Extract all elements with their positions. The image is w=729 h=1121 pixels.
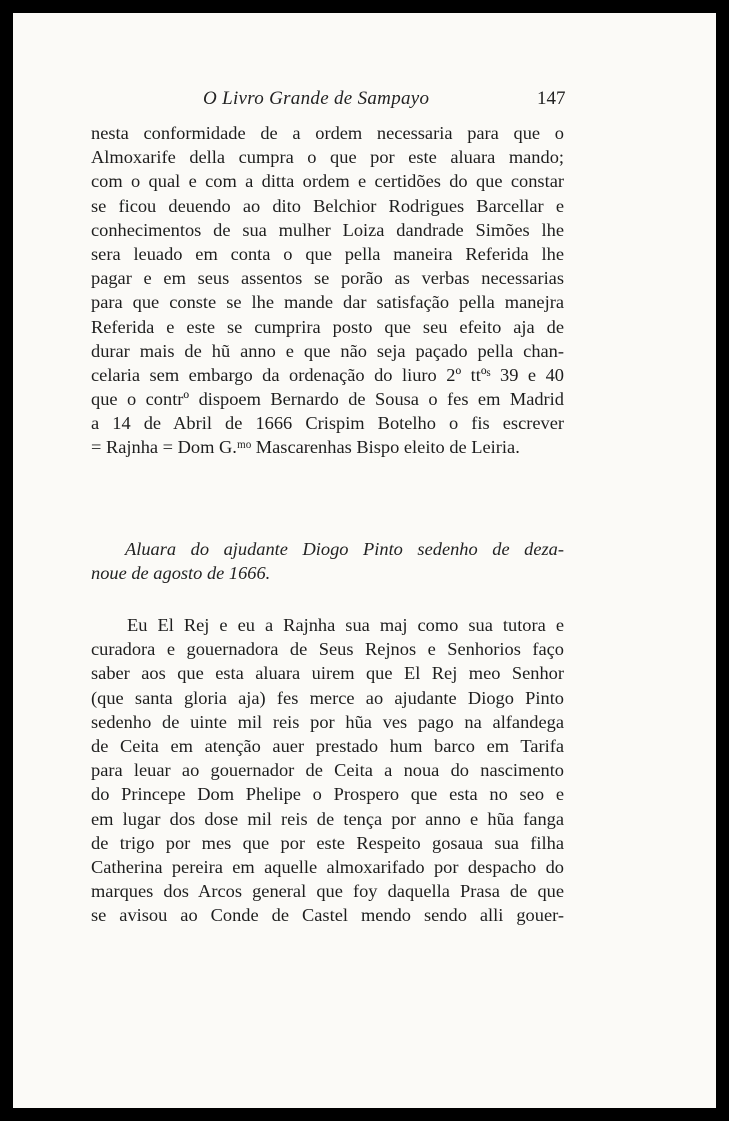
section-heading xyxy=(91,537,564,585)
text-line: sera leuado em conta o que pella maneira Referida lhe xyxy=(91,243,564,264)
heading-line: Aluara do ajudante Diogo Pinto sedenho de deza- xyxy=(125,539,564,559)
text-line: conhecimentos de sua mulher Loiza dandrade Simões lhe xyxy=(91,219,564,240)
text-line: se ficou deuendo ao dito Belchior Rodrigues Barcellar e xyxy=(91,195,564,216)
text-line: Catherina pereira em aquelle almoxarifado por despacho do xyxy=(91,856,564,877)
text-line: durar mais de hũ anno e que não seja paçado pella chan- xyxy=(91,340,564,361)
text-line: do Princepe Dom Phelipe o Prospero que esta no seo e xyxy=(91,784,564,805)
text-line: de Ceita em atenção auer prestado hum barco em Tarifa xyxy=(91,735,564,756)
text-line: marques dos Arcos general que foy daquella Prasa de que xyxy=(91,881,564,902)
text-line: celaria sem embargo da ordenação do liuro 2º ttºˢ 39 e 40 xyxy=(91,364,564,385)
text-line: saber aos que esta aluara uirem que El Rej meo Senhor xyxy=(91,663,564,684)
text-line: que o contrº dispoem Bernardo de Sousa o fes em Madrid xyxy=(91,389,564,410)
text-line: Almoxarife della cumpra o que por este aluara mando; xyxy=(91,147,564,168)
text-line: para leuar ao gouernador de Ceita a noua do nascimento xyxy=(91,760,564,781)
text-line: em lugar dos dose mil reis de tença por anno e hũa fanga xyxy=(91,808,564,829)
text-line: sedenho de uinte mil reis por hũa ves pago na alfandega xyxy=(91,711,564,732)
paragraph-continued xyxy=(91,121,564,460)
page-header xyxy=(13,88,716,118)
text-line: (que santa gloria aja) fes merce ao ajudante Diogo Pinto xyxy=(91,687,564,708)
text-line: de trigo por mes que por este Respeito gosaua sua filha xyxy=(91,832,564,853)
text-line: nesta conformidade de a ordem necessaria para que o xyxy=(91,123,564,143)
book-page xyxy=(13,13,716,1108)
text-line: curadora e gouernadora de Seus Rejnos e Senhorios faço xyxy=(91,639,564,660)
text-line: se avisou ao Conde de Castel mendo sendo alli gouer- xyxy=(91,905,564,926)
text-line: pagar e em seus assentos se porão as verbas necessarias xyxy=(91,268,564,289)
paragraph xyxy=(91,613,564,927)
text-line: Referida e este se cumprira posto que seu efeito aja de xyxy=(91,316,564,337)
text-line: a 14 de Abril de 1666 Crispim Botelho o fis escrever xyxy=(91,413,564,434)
text-line: com o qual e com a ditta ordem e certidões do que constar xyxy=(91,171,564,192)
heading-line: noue de agosto de 1666. xyxy=(91,563,271,584)
text-line: para que conste se lhe mande dar satisfação pella manejra xyxy=(91,292,564,313)
page-number: 147 xyxy=(537,88,566,109)
text-line: Eu El Rej e eu a Rajnha sua maj como sua tutora e xyxy=(127,615,564,635)
running-title: O Livro Grande de Sampayo xyxy=(203,88,430,109)
text-line: = Rajnha = Dom G.ᵐᵒ Mascarenhas Bispo eleito de Leiria. xyxy=(91,437,520,458)
